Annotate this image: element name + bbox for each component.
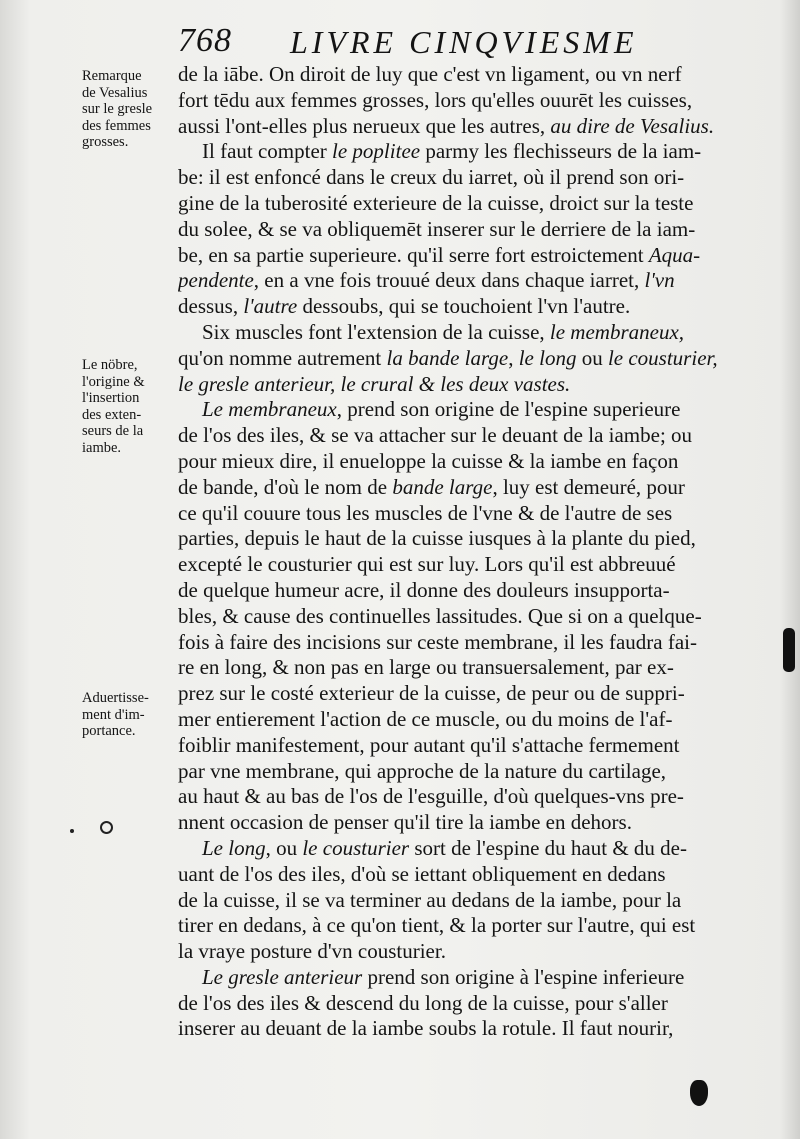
text-line [178, 165, 774, 191]
text-line [178, 501, 774, 527]
page-header [178, 22, 738, 62]
text-run: de bande, d'où le nom de [178, 474, 393, 499]
text-run: de quelque humeur acre, il donne des douleurs insupporta- [178, 577, 670, 602]
text-line [178, 191, 774, 217]
text-run: excepté le cousturier qui est sur luy. Lors qu'il est abbreuué [178, 552, 676, 577]
text-line [178, 62, 774, 88]
text-line [178, 346, 774, 372]
italic-text: Le long [202, 835, 266, 860]
text-run: gine de la tuberosité exterieure de la cuisse, droict sur la teste [178, 190, 694, 215]
text-run: foiblir manifestement, pour autant qu'il s'attache fermement [178, 732, 680, 757]
margin-note-vesalius [82, 68, 178, 151]
text-line [178, 913, 774, 939]
text-line [178, 939, 774, 965]
margin-note-line: Le nöbre, [82, 357, 138, 373]
margin-note-line: Aduertisse- [82, 690, 149, 706]
italic-text: le cousturier [302, 835, 410, 860]
text-line [178, 862, 774, 888]
margin-note-line: grosses. [82, 134, 129, 150]
text-line [178, 372, 774, 398]
italic-text: la bande large [386, 345, 509, 370]
text-run: , ou [265, 835, 303, 860]
text-run: nnent occasion de penser qu'il tire la iambe en dehors. [178, 810, 632, 835]
ink-blot-right-edge [783, 628, 795, 672]
text-run: inserer au deuant de la iambe soubs la rotule. Il faut nourir, [178, 1016, 674, 1041]
ink-ring-mark [100, 821, 113, 834]
text-run: la vraye posture d'vn cousturier. [178, 939, 446, 964]
text-run: mer entierement l'action de ce muscle, ou du moins de l'af- [178, 706, 673, 731]
italic-text: le membraneux, [549, 319, 685, 344]
text-run: aussi l'ont-elles plus nerueux que les autres, [178, 113, 551, 138]
text-line [178, 1016, 774, 1042]
text-run: be, en sa partie superieure. qu'il serre fort estroictement [178, 242, 649, 267]
margin-note-line: seurs de la [82, 423, 144, 439]
text-line [178, 810, 774, 836]
text-line [178, 397, 774, 423]
text-run: bles, & cause des continuelles lassitudes. Que si on a quelque- [178, 603, 702, 628]
ink-dot-mark [70, 829, 74, 833]
italic-text: Le gresle anterieur [202, 964, 363, 989]
text-run: prez sur le costé exterieur de la cuisse, de peur ou de suppri- [178, 681, 685, 706]
text-run: dessoubs, qui se touchoient l'vn l'autre. [297, 294, 631, 319]
text-line [178, 449, 774, 475]
running-title: LIVRE CINQVIESME [290, 24, 638, 60]
italic-text: Le membraneux [202, 397, 337, 422]
text-run: , prend son origine de l'espine superieure [336, 397, 681, 422]
text-line [178, 294, 774, 320]
text-run: , en a vne fois trouué deux dans chaque iarret, [253, 268, 645, 293]
margin-note-line: l'insertion [82, 390, 140, 406]
text-run: de l'os des iles & descend du long de la cuisse, pour s'aller [178, 990, 668, 1015]
text-line [178, 836, 774, 862]
ink-blot-bottom [690, 1080, 708, 1106]
italic-text: Aqua- [648, 242, 701, 267]
text-run: parmy les flechisseurs de la iam- [420, 139, 702, 164]
text-run: re en long, & non pas en large ou transuersalement, par ex- [178, 655, 674, 680]
text-run: fois à faire des incisions sur ceste membrane, il les faudra fai- [178, 629, 697, 654]
text-line [178, 707, 774, 733]
text-run: uant de l'os des iles, d'où se iettant obliquement en dedans [178, 861, 666, 886]
text-run: par vne membrane, qui approche de la nature du cartilage, [178, 758, 667, 783]
text-run: dessus, [178, 294, 244, 319]
margin-note-line: des exten- [82, 406, 142, 423]
text-line [178, 114, 774, 140]
text-run: fort tēdu aux femmes grosses, lors qu'elles ouurēt les cuisses, [178, 87, 693, 112]
italic-text: pendente [178, 268, 254, 293]
text-run: du solee, & se va obliquemēt inserer sur le derriere de la iam- [178, 216, 696, 241]
text-run: de la cuisse, il se va terminer au dedans de la iambe, pour la [178, 887, 682, 912]
text-line [178, 784, 774, 810]
margin-note-line: ment d'im- [82, 706, 145, 723]
text-line [178, 681, 774, 707]
text-line [178, 630, 774, 656]
text-run: au haut & au bas de l'os de l'esguille, d'où quelques-vns pre- [178, 784, 684, 809]
text-run: de la iābe. On diroit de luy que c'est vn ligament, ou vn nerf [178, 62, 682, 86]
text-line [178, 578, 774, 604]
margin-note-aduertissement [82, 690, 178, 740]
text-line [178, 888, 774, 914]
margin-note-line: Remarque [82, 68, 142, 84]
italic-text: le poplitee [332, 139, 421, 164]
text-run: ou [576, 345, 608, 370]
text-line [178, 759, 774, 785]
text-line [178, 268, 774, 294]
text-run: Il faut compter [202, 139, 333, 164]
text-line [178, 552, 774, 578]
text-run: qu'on nomme autrement [178, 345, 387, 370]
italic-text: l'autre [243, 294, 298, 319]
text-line [178, 733, 774, 759]
text-run: prend son origine à l'espine inferieure [362, 964, 685, 989]
text-line [178, 88, 774, 114]
text-run: , [508, 345, 519, 370]
text-run: tirer en dedans, à ce qu'on tient, & la porter sur l'autre, qui est [178, 913, 696, 938]
margin-note-line: iambe. [82, 439, 122, 456]
text-run: de l'os des iles, & se va attacher sur le deuant de la iambe; ou [178, 423, 693, 448]
text-line [178, 243, 774, 269]
italic-text: le gresle anterieur, le crural & les deux vastes. [178, 371, 571, 396]
body-text [178, 62, 774, 1042]
text-run: Six muscles font l'extension de la cuisse, [202, 319, 550, 344]
italic-text: au dire de Vesalius. [550, 113, 715, 138]
margin-note-line: des femmes [82, 117, 151, 134]
text-line [178, 526, 774, 552]
text-line [178, 991, 774, 1017]
margin-note-line: sur le gresle [82, 101, 153, 117]
margin-note-line: portance. [82, 723, 136, 739]
margin-note-line: de Vesalius [82, 84, 148, 101]
text-run: pour mieux dire, il enueloppe la cuisse & la iambe en façon [178, 448, 679, 473]
text-line [178, 655, 774, 681]
text-run: , luy est demeuré, pour [492, 474, 685, 499]
margin-note-line: l'origine & [82, 373, 145, 390]
italic-text: le long [518, 345, 577, 370]
italic-text: l'vn [644, 268, 675, 293]
text-line [178, 475, 774, 501]
italic-text: le cousturier, [607, 345, 718, 370]
text-run: parties, depuis le haut de la cuisse iusques à la plante du pied, [178, 526, 696, 551]
text-line [178, 423, 774, 449]
margin-note-extenseurs [82, 357, 178, 456]
italic-text: bande large [392, 474, 493, 499]
text-line [178, 604, 774, 630]
page-number: 768 [178, 22, 232, 59]
text-line [178, 217, 774, 243]
text-run: ce qu'il couure tous les muscles de l'vne & de l'autre de ses [178, 500, 673, 525]
text-line [178, 965, 774, 991]
text-line [178, 320, 774, 346]
text-run: sort de l'espine du haut & du de- [409, 835, 687, 860]
text-run: be: il est enfoncé dans le creux du iarret, où il prend son ori- [178, 165, 685, 190]
text-line [178, 139, 774, 165]
